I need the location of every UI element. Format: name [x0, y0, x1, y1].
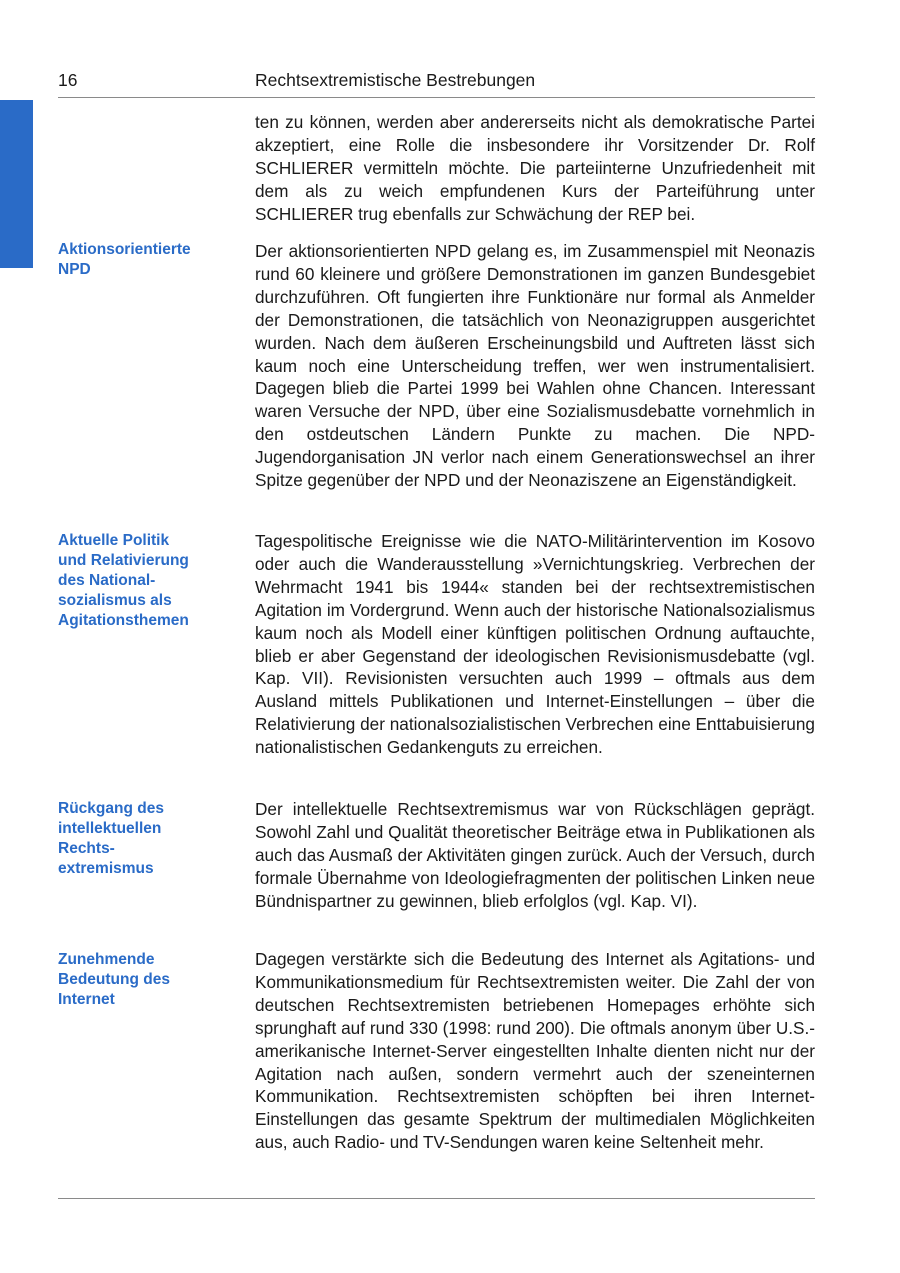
margin-note-internet	[58, 950, 233, 1010]
running-title: Rechtsextremistische Bestrebungen	[255, 70, 536, 90]
margin-note-line: Internet	[58, 991, 115, 1008]
margin-note-line: Bedeutung des	[58, 971, 170, 988]
margin-note-agitation-themes	[58, 531, 233, 631]
margin-note-line: Zunehmende	[58, 951, 155, 968]
margin-note-line: intellektuellen	[58, 820, 162, 837]
margin-note-line: Rechts-	[58, 840, 115, 857]
margin-note-line: Aktionsorientierte	[58, 241, 191, 258]
margin-note-line: NPD	[58, 261, 91, 278]
paragraph-rep-continuation: ten zu können, werden aber andererseits nicht als demokratische Partei akzeptiert, eine Rolle die insbesondere ihr Vorsitzender Dr. Rolf SCHLIERER vermitteln möchte. Die parteiinterne Unzufriedenheit mit dem als zu weich empfundenen Kurs der Parteiführung unter SCHLIERER trug ebenfalls zur Schwächung der REP bei.	[255, 112, 815, 224]
paragraph-agitation-themes: Tagespolitische Ereignisse wie die NATO-Militärintervention im Kosovo oder auch die Wanderausstellung »Vernichtungskrieg. Verbrechen der Wehrmacht 1941 bis 1944« standen bei der rechtsextremistischen Agitation im Vordergrund. Wenn auch der historische Nationalsozialismus kaum noch als Modell einer künftigen politischen Ordnung auftauchte, blieb er aber Gegenstand der ideologischen Revisionismusdebatte (vgl. Kap. VII). Revisionisten versuchten auch 1999 – oftmals aus dem Ausland mittels Publikationen und Internet-Einstellungen – über die Relativierung der nationalsozialistischen Verbrechen eine Enttabuisierung nationalistischen Gedankenguts zu erreichen.	[255, 531, 815, 758]
paragraph-internet: Dagegen verstärkte sich die Bedeutung des Internet als Agitations- und Kommunikationsmedium für Rechtsextremisten weiter. Die Zahl der von deutschen Rechtsextremisten betriebenen Homepages erhöhte sich sprunghaft auf rund 330 (1998: rund 200). Die oftmals anonym über U.S.-amerikanische Internet-Server eingestellten Inhalte dienten nicht nur der Agitation nach außen, sondern vermehrt auch der szeneinternen Kommunikation. Rechtsextremisten schöpften bei ihren Internet-Einstellungen das gesamte Spektrum der multimedialen Möglichkeiten aus, auch Radio- und TV-Sendungen waren keine Seltenheit mehr.	[255, 949, 815, 1153]
margin-note-npd	[58, 240, 233, 280]
margin-note-line: Aktuelle Politik	[58, 532, 170, 549]
margin-note-line: des National-	[58, 572, 156, 589]
margin-note-line: und Relativierung	[58, 552, 189, 569]
margin-note-line: Rückgang des	[58, 800, 164, 817]
page-number: 16	[58, 70, 78, 90]
margin-note-intellectual-decline	[58, 799, 233, 879]
margin-note-line: Agitationsthemen	[58, 612, 189, 629]
footer-divider	[58, 1198, 815, 1199]
header-divider	[58, 97, 815, 98]
chapter-tab-marker	[0, 100, 33, 268]
paragraph-intellectual-decline: Der intellektuelle Rechtsextremismus war von Rückschlägen geprägt. Sowohl Zahl und Qualität theoretischer Beiträge etwa in Publikationen als auch das Ausmaß der Aktivitäten gingen zurück. Auch der Versuch, durch formale Übernahme von Ideologiefragmenten der politischen Linken neue Bündnispartner zu gewinnen, blieb erfolglos (vgl. Kap. VI).	[255, 799, 815, 911]
margin-note-line: extremismus	[58, 860, 154, 877]
margin-note-line: sozialismus als	[58, 592, 172, 609]
paragraph-npd: Der aktionsorientierten NPD gelang es, im Zusammenspiel mit Neonazis rund 60 kleinere und größere Demonstrationen im ganzen Bundesgebiet durchzuführen. Oft fungierten ihre Funktionäre nur formal als Anmelder der Demonstrationen, die tatsächlich von Neonazigruppen ausgerichtet wurden. Nach dem äußeren Erscheinungsbild und Auftreten lässt sich kaum noch eine Unterscheidung treffen, wer wen instrumentalisiert. Dagegen blieb die Partei 1999 bei Wahlen ohne Chancen. Interessant waren Versuche der NPD, über eine Sozialismusdebatte vornehmlich in den ostdeutschen Ländern Punkte zu machen. Die NPD-Jugendorganisation JN verlor nach einem Generationswechsel an ihrer Spitze gegenüber der NPD und der Neonaziszene an Eigenständigkeit.	[255, 241, 815, 491]
